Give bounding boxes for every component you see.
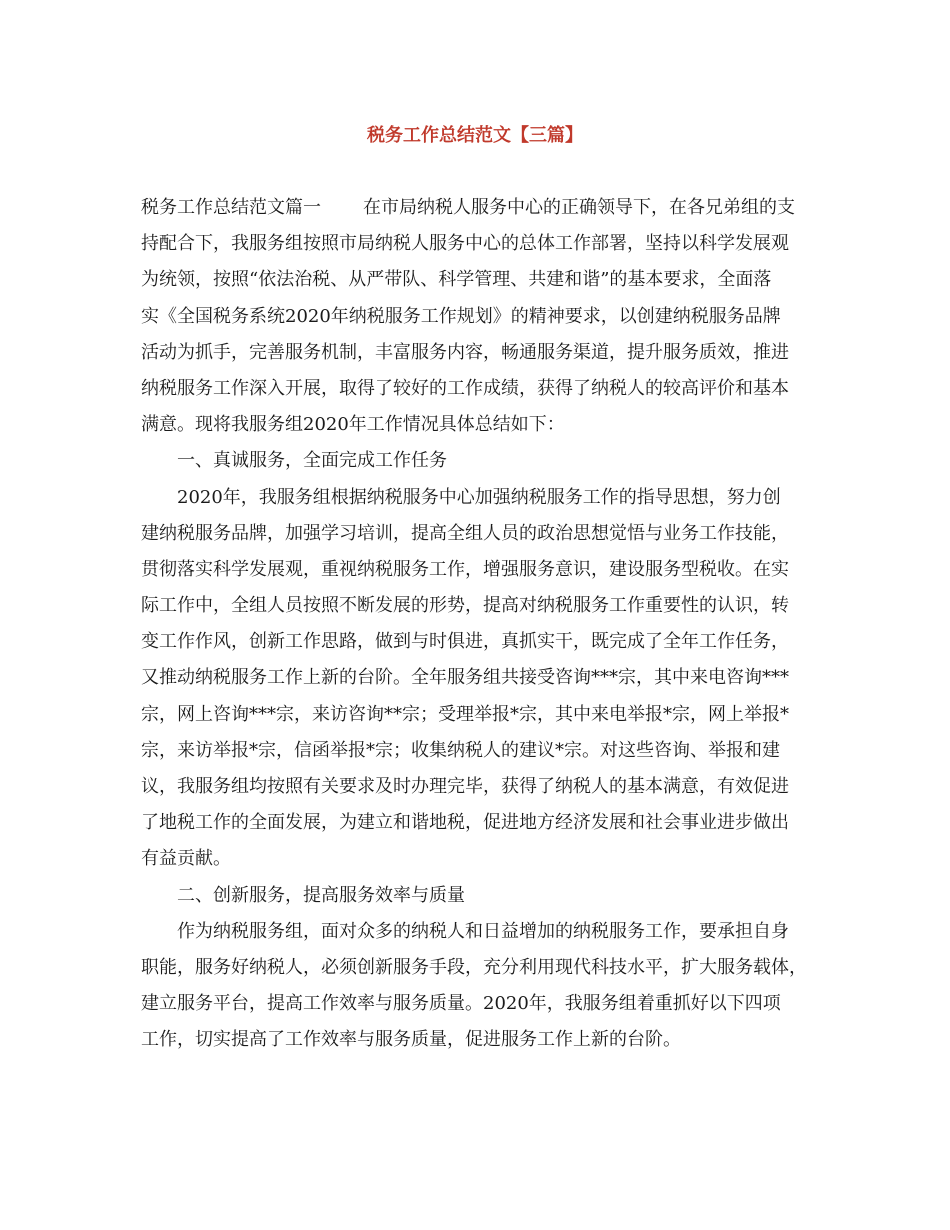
line-text: 纳税服务工作深入开展，取得了较好的工作成绩，获得了纳税人的较高评价和基本 bbox=[141, 377, 789, 399]
line-text: 实《全国税务系统2020年纳税服务工作规划》的精神要求，以创建纳税服务品牌 bbox=[141, 305, 781, 327]
document-title: 税务工作总结范文【三篇】 bbox=[367, 125, 583, 146]
line-text: 建立服务平台，提高工作效率与服务质量。2020年，我服务组着重抓好以下四项 bbox=[141, 993, 781, 1015]
line-text: 职能，服务好纳税人，必须创新服务手段，充分利用现代科技水平，扩大服务载体， bbox=[141, 956, 807, 978]
line-text: 在市局纳税人服务中心的正确领导下，在各兄弟组的支 bbox=[363, 197, 795, 218]
text-line bbox=[141, 552, 813, 588]
text-line bbox=[141, 1022, 813, 1058]
line-text: 了地税工作的全面发展，为建立和谐地税，促进地方经济发展和社会事业进步做出 bbox=[141, 812, 789, 834]
line-text: 有益贡献。 bbox=[141, 848, 231, 870]
text-line bbox=[141, 878, 813, 914]
text-line bbox=[141, 733, 813, 769]
line-text: 持配合下，我服务组按照市局纳税人服务中心的总体工作部署，坚持以科学发展观 bbox=[141, 233, 789, 255]
text-line bbox=[141, 299, 813, 335]
text-line bbox=[141, 624, 813, 660]
text-line bbox=[141, 769, 813, 805]
line-text: 际工作中，全组人员按照不断发展的形势，提高对纳税服务工作重要性的认识，转 bbox=[141, 595, 789, 617]
line-text: 满意。现将我服务组2020年工作情况具体总结如下： bbox=[141, 414, 565, 436]
text-line bbox=[141, 371, 813, 407]
line-text: 议，我服务组均按照有关要求及时办理完毕，获得了纳税人的基本满意，有效促进 bbox=[141, 776, 789, 797]
text-line bbox=[141, 986, 813, 1022]
line-text: 2020年，我服务组根据纳税服务中心加强纳税服务工作的指导思想，努力创 bbox=[177, 486, 781, 508]
section-heading: 税务工作总结范文篇一 bbox=[141, 197, 321, 218]
line-text: 变工作作风，创新工作思路，做到与时俱进，真抓实干，既完成了全年工作任务， bbox=[141, 631, 789, 653]
text-line bbox=[141, 480, 813, 516]
text-line bbox=[141, 588, 813, 624]
line-text: 又推动纳税服务工作上新的台阶。全年服务组共接受咨询***宗，其中来电咨询*** bbox=[141, 667, 789, 689]
line-text: 为统领，按照“依法治税、从严带队、科学管理、共建和谐”的基本要求，全面落 bbox=[141, 269, 772, 291]
text-line bbox=[141, 805, 813, 841]
line-text: 二、创新服务，提高服务效率与质量 bbox=[177, 884, 465, 906]
line-text: 贯彻落实科学发展观，重视纳税服务工作，增强服务意识，建设服务型税收。在实 bbox=[141, 558, 789, 580]
text-line bbox=[141, 950, 813, 986]
line-text: 宗，网上咨询***宗，来访咨询**宗；受理举报*宗，其中来电举报*宗，网上举报* bbox=[141, 703, 789, 725]
line-text: 活动为抓手，完善服务机制，丰富服务内容，畅通服务渠道，提升服务质效，推进 bbox=[141, 341, 789, 363]
line-text: 工作，切实提高了工作效率与服务质量，促进服务工作上新的台阶。 bbox=[141, 1029, 681, 1051]
text-line bbox=[141, 660, 813, 696]
text-line bbox=[141, 226, 813, 262]
line-text: 宗，来访举报*宗，信函举报*宗；收集纳税人的建议*宗。对这些咨询、举报和建 bbox=[141, 739, 780, 761]
line-text: 建纳税服务品牌，加强学习培训，提高全组人员的政治思想觉悟与业务工作技能， bbox=[141, 522, 789, 544]
line-text: 作为纳税服务组，面对众多的纳税人和日益增加的纳税服务工作，要承担自身 bbox=[177, 920, 789, 942]
document-body bbox=[141, 190, 813, 1059]
text-line bbox=[141, 914, 813, 950]
text-line bbox=[141, 697, 813, 733]
text-line bbox=[141, 407, 813, 443]
text-line bbox=[141, 841, 813, 877]
line-text: 一、真诚服务，全面完成工作任务 bbox=[177, 450, 447, 472]
text-line bbox=[141, 262, 813, 298]
text-line bbox=[141, 516, 813, 552]
text-line bbox=[141, 443, 813, 479]
text-line bbox=[141, 190, 813, 226]
text-line bbox=[141, 335, 813, 371]
